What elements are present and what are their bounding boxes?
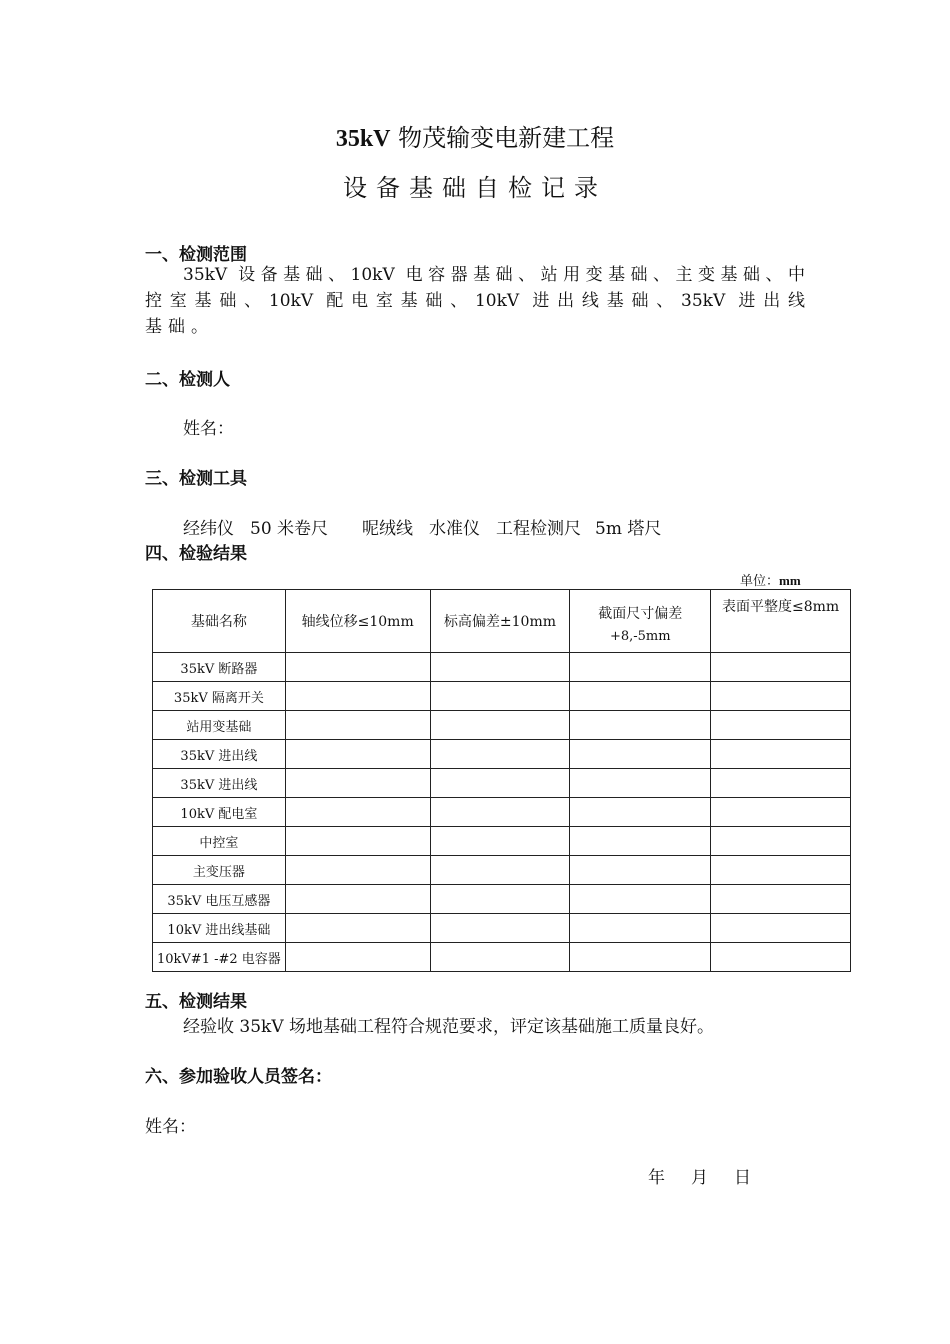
tool-item: 水准仪 xyxy=(429,519,481,539)
row-value-cell xyxy=(430,740,570,769)
row-value-cell xyxy=(570,682,711,711)
row-value-cell xyxy=(285,827,430,856)
row-value-cell xyxy=(285,682,430,711)
tool-item: 呢绒线 xyxy=(362,519,414,539)
row-value-cell xyxy=(570,827,711,856)
table-row xyxy=(153,653,851,682)
inspector-name-label: 姓名： xyxy=(183,419,234,439)
section-inspector-heading: 二、检测人 xyxy=(145,370,230,390)
tools-list xyxy=(183,514,677,539)
row-value-cell xyxy=(570,740,711,769)
table-row xyxy=(153,885,851,914)
row-value-cell xyxy=(570,798,711,827)
conclusion-text: 经验收 35kV 场地基础工程符合规范要求，评定该基础施工质量良好。 xyxy=(183,1017,715,1037)
col-surface-flatness: 表面平整度≤8mm xyxy=(711,590,851,653)
section-tools-heading: 三、检测工具 xyxy=(145,469,247,489)
row-foundation-name: 10kV 进出线基础 xyxy=(153,914,286,943)
row-value-cell xyxy=(711,798,851,827)
table-row xyxy=(153,798,851,827)
table-row xyxy=(153,740,851,769)
row-foundation-name: 35kV 隔离开关 xyxy=(153,682,286,711)
col-section-deviation: 截面尺寸偏差 +8,-5mm xyxy=(570,590,711,653)
col-elevation-deviation: 标高偏差±10mm xyxy=(430,590,570,653)
row-value-cell xyxy=(570,856,711,885)
row-foundation-name: 10kV#1 -#2 电容器 xyxy=(153,943,286,972)
row-value-cell xyxy=(430,827,570,856)
scope-line-2: 控室基础、10kV 配电室基础、10kV 进出线基础、35kV 进出线 xyxy=(145,291,805,311)
row-value-cell xyxy=(285,711,430,740)
row-value-cell xyxy=(711,885,851,914)
table-row xyxy=(153,943,851,972)
row-value-cell xyxy=(711,682,851,711)
table-row xyxy=(153,856,851,885)
row-value-cell xyxy=(285,769,430,798)
date-day: 日 xyxy=(734,1168,751,1188)
row-foundation-name: 35kV 断路器 xyxy=(153,653,286,682)
table-row xyxy=(153,711,851,740)
table-row xyxy=(153,914,851,943)
row-value-cell xyxy=(430,885,570,914)
table-row xyxy=(153,827,851,856)
section-results-heading: 四、检验结果 xyxy=(145,544,247,564)
row-value-cell xyxy=(430,856,570,885)
row-value-cell xyxy=(570,711,711,740)
row-value-cell xyxy=(430,653,570,682)
row-value-cell xyxy=(711,711,851,740)
row-value-cell xyxy=(285,943,430,972)
document-subtitle: 设备基础自检记录 xyxy=(343,174,607,202)
date-month: 月 xyxy=(691,1168,708,1188)
row-foundation-name: 10kV 配电室 xyxy=(153,798,286,827)
row-value-cell xyxy=(711,769,851,798)
row-value-cell xyxy=(285,798,430,827)
scope-line-3: 基础。 xyxy=(145,317,214,337)
row-value-cell xyxy=(570,769,711,798)
row-value-cell xyxy=(430,798,570,827)
row-value-cell xyxy=(285,740,430,769)
table-header-row xyxy=(153,590,851,653)
row-foundation-name: 主变压器 xyxy=(153,856,286,885)
row-value-cell xyxy=(285,885,430,914)
row-value-cell xyxy=(570,885,711,914)
col-foundation-name: 基础名称 xyxy=(153,590,286,653)
row-value-cell xyxy=(430,711,570,740)
scope-text xyxy=(145,262,805,340)
unit-note: 单位：mm xyxy=(740,573,801,589)
row-value-cell xyxy=(430,769,570,798)
table-row xyxy=(153,682,851,711)
row-value-cell xyxy=(711,914,851,943)
row-foundation-name: 35kV 进出线 xyxy=(153,769,286,798)
row-foundation-name: 站用变基础 xyxy=(153,711,286,740)
row-value-cell xyxy=(570,914,711,943)
document-title: 35kV 物茂输变电新建工程 xyxy=(335,124,615,152)
scope-line-1: 35kV 设备基础、10kV 电容器基础、站用变基础、主变基础、中 xyxy=(183,265,805,285)
row-value-cell xyxy=(711,653,851,682)
tool-item: 50 米卷尺 xyxy=(250,519,329,539)
row-value-cell xyxy=(711,740,851,769)
section-conclusion-heading: 五、检测结果 xyxy=(145,992,247,1012)
row-value-cell xyxy=(430,914,570,943)
inspection-table xyxy=(152,589,851,972)
row-value-cell xyxy=(570,943,711,972)
date-year: 年 xyxy=(648,1168,665,1188)
date-line xyxy=(648,1163,777,1188)
row-value-cell xyxy=(285,653,430,682)
row-value-cell xyxy=(711,856,851,885)
tool-item: 工程检测尺 xyxy=(496,519,582,539)
row-value-cell xyxy=(430,943,570,972)
row-value-cell xyxy=(711,827,851,856)
row-value-cell xyxy=(285,914,430,943)
tool-item: 经纬仪 xyxy=(183,519,234,539)
col-axis-offset: 轴线位移≤10mm xyxy=(285,590,430,653)
section-signatures-heading: 六、参加验收人员签名： xyxy=(145,1067,332,1087)
row-value-cell xyxy=(430,682,570,711)
tool-item: 5m 塔尺 xyxy=(595,519,662,539)
row-foundation-name: 中控室 xyxy=(153,827,286,856)
row-foundation-name: 35kV 电压互感器 xyxy=(153,885,286,914)
section-scope-heading: 一、检测范围 xyxy=(145,245,247,265)
row-value-cell xyxy=(570,653,711,682)
signature-name-label: 姓名： xyxy=(145,1117,196,1137)
row-value-cell xyxy=(711,943,851,972)
row-foundation-name: 35kV 进出线 xyxy=(153,740,286,769)
row-value-cell xyxy=(285,856,430,885)
table-row xyxy=(153,769,851,798)
